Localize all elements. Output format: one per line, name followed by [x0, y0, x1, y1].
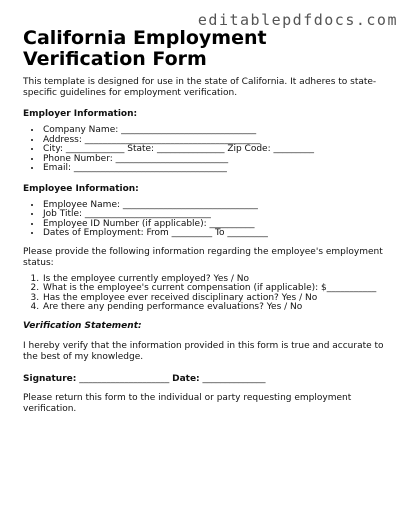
date-blank: ______________ [202, 373, 266, 384]
employer-address: • Address: _______________________________________ [42, 136, 395, 146]
employer-heading: Employer Information: [23, 109, 138, 119]
signature-line [23, 374, 395, 385]
page-title: California Employment Verification Form [23, 27, 267, 70]
employer-email: • Email: __________________________________ [42, 164, 395, 174]
signature-blank: ____________________ [79, 373, 170, 384]
document-page [23, 28, 395, 415]
employer-list [23, 126, 395, 174]
status-intro: Please provide the following information regarding the employee's employment status: [23, 246, 383, 268]
status-list [23, 275, 395, 313]
status-question-compensation: 2. What is the employee's current compensation (if applicable): $___________ [42, 284, 395, 294]
employer-company-name: • Company Name: ______________________________ [42, 126, 395, 136]
employer-city-state-zip: • City: _____________ State: _______________ Zip Code: _________ [42, 145, 395, 155]
signature-label: Signature: [23, 373, 77, 384]
employee-job-title: • Job Title: ____________________________ [42, 210, 395, 220]
verification-heading: Verification Statement: [23, 320, 142, 331]
verification-text: I hereby verify that the information provided in this form is true and accurate to the best of my knowledge. [23, 340, 384, 362]
employee-list [23, 201, 395, 239]
status-question-disciplinary: 3. Has the employee ever received disciplinary action? Yes / No [42, 294, 395, 304]
date-label: Date: [172, 373, 200, 384]
closing-text: Please return this form to the individual or party requesting employment verification. [23, 392, 352, 414]
status-question-evaluations: 4. Are there any pending performance evaluations? Yes / No [42, 303, 395, 313]
employee-heading: Employee Information: [23, 183, 139, 194]
watermark: editablepdfdocs.com [197, 11, 398, 29]
employee-name: • Employee Name: ______________________________ [42, 201, 395, 211]
employee-dates: • Dates of Employment: From _________ To _________ [42, 229, 395, 239]
status-question-employed: 1. Is the employee currently employed? Yes / No [42, 275, 395, 285]
intro-text: This template is designed for use in the state of California. It adheres to state-specific guidelines for employment verification. [23, 77, 377, 98]
employee-id: • Employee ID Number (if applicable): __________ [42, 220, 395, 230]
employer-phone: • Phone Number: _________________________ [42, 155, 395, 165]
